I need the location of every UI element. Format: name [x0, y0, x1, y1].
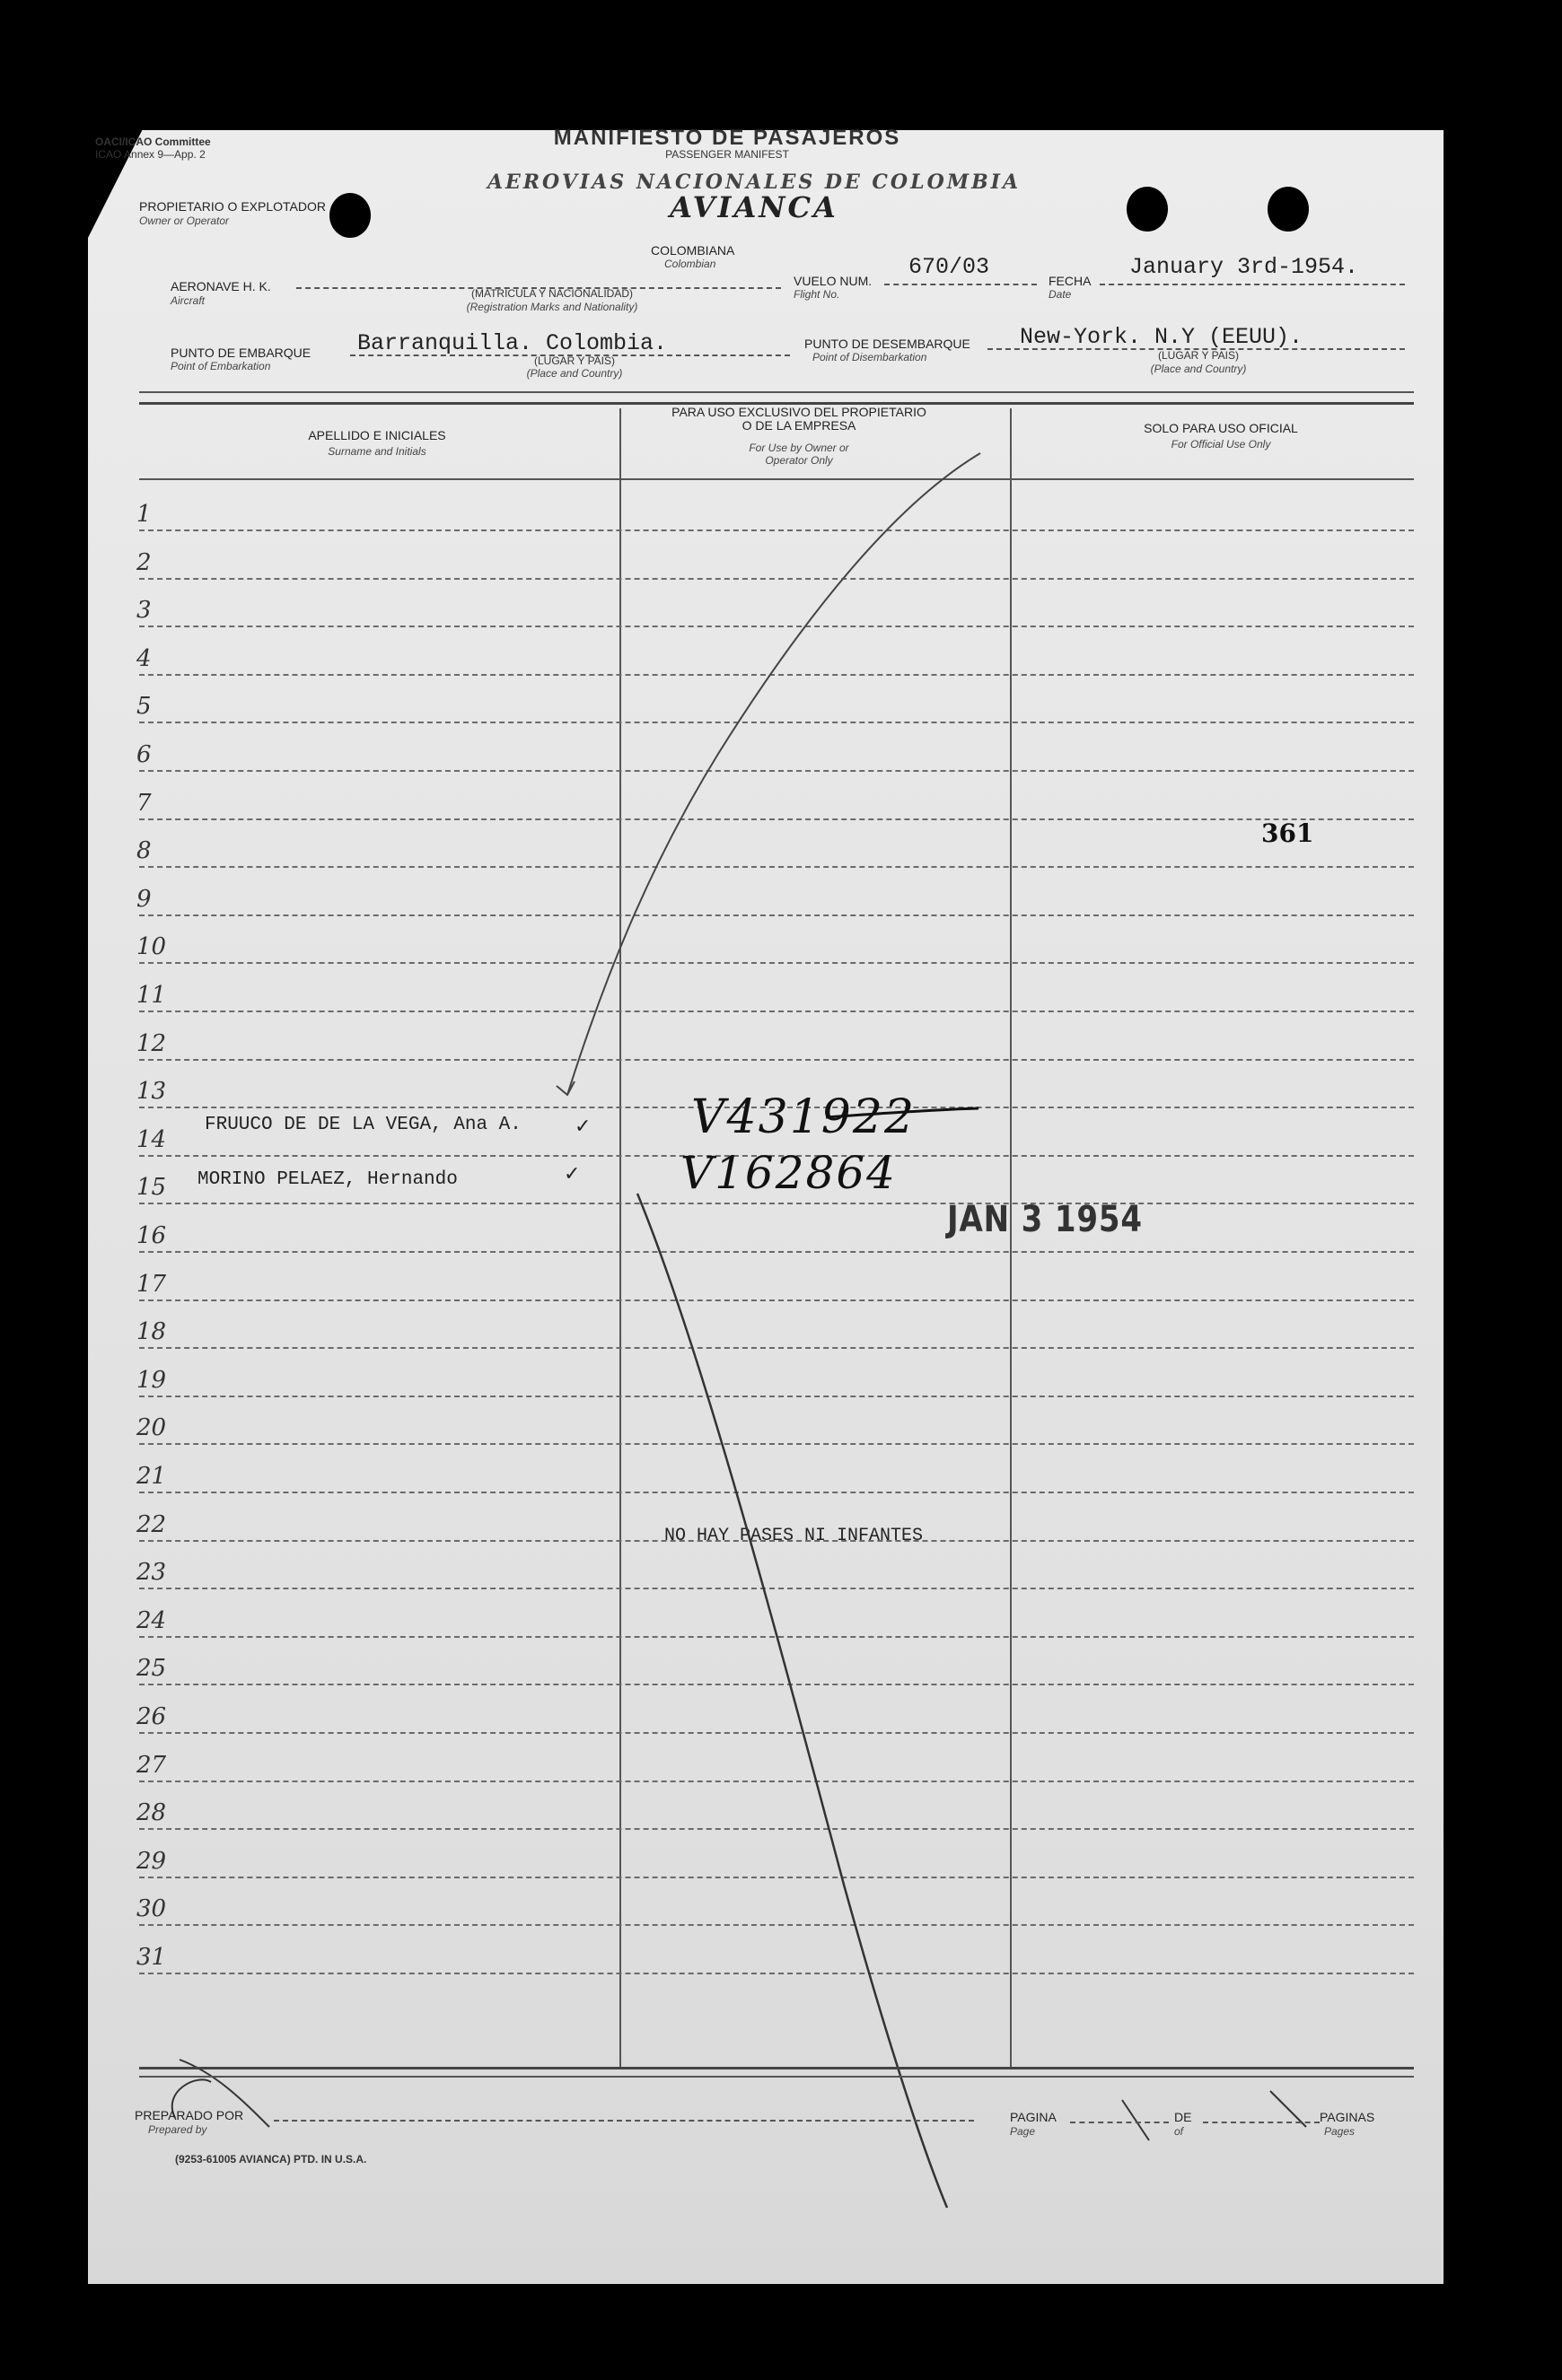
handwritten-code-13: V431922: [691, 1090, 917, 1144]
pages-label: PAGINAS: [1320, 2110, 1375, 2124]
disembarkation-sub-en: (Place and Country): [1150, 363, 1247, 375]
prepared-by-label: PREPARADO POR: [135, 2108, 244, 2122]
column-header-owner: PARA USO EXCLUSIVO DEL PROPIETARIO: [671, 405, 926, 419]
date-label-en: Date: [1049, 288, 1072, 301]
row-number: 27: [136, 1752, 167, 1779]
row-number: 21: [136, 1463, 167, 1490]
of-label: DE: [1174, 2110, 1192, 2124]
nationality-label-en: Colombian: [664, 258, 716, 270]
column-header-surname-en: Surname and Initials: [328, 445, 426, 458]
column-header-official-en: For Official Use Only: [1171, 438, 1271, 451]
column-header-owner-2: O DE LA EMPRESA: [742, 418, 856, 433]
pencil-line-lower: [637, 1194, 947, 2208]
passenger-name-14: MORINO PELAEZ, Hernando: [197, 1169, 458, 1190]
row-number: 26: [136, 1703, 167, 1730]
row-number: 5: [136, 693, 152, 720]
row-number: 1: [136, 501, 152, 528]
column-header-owner-en: For Use by Owner or: [749, 442, 849, 454]
airline-full-name: AEROVIAS NACIONALES DE COLOMBIA: [487, 171, 1022, 194]
date-stamp: JAN 3 1954: [947, 1199, 1143, 1240]
row-number: 12: [136, 1030, 167, 1057]
passenger-name-13: FRUUCO DE DE LA VEGA, Ana A.: [205, 1115, 522, 1135]
column-header-official: SOLO PARA USO OFICIAL: [1144, 421, 1298, 435]
printer-note: (9253-61005 AVIANCA) PTD. IN U.S.A.: [175, 2153, 367, 2166]
embarkation-sub-en: (Place and Country): [526, 367, 623, 380]
row-number: 10: [136, 933, 167, 960]
row-number: 17: [136, 1271, 167, 1298]
owner-label-en: Owner or Operator: [139, 214, 230, 227]
handwritten-underline-13: [826, 1108, 978, 1117]
row-number: 31: [136, 1944, 167, 1971]
column-header-owner-en-2: Operator Only: [765, 454, 833, 467]
row-number: 19: [136, 1367, 167, 1394]
column-header-surname: APELLIDO E INICIALES: [308, 428, 446, 442]
disembarkation-value: New-York. N.Y (EEUU).: [1020, 324, 1303, 350]
pencil-line-upper: [567, 453, 980, 1095]
flight-label-en: Flight No.: [794, 288, 840, 301]
form-annex: ICAO Annex 9—App. 2: [95, 148, 206, 161]
row-number: 29: [136, 1848, 167, 1875]
page-label-en: Page: [1010, 2125, 1036, 2138]
row-number: 28: [136, 1799, 167, 1826]
row-number: 11: [136, 982, 167, 1009]
embarkation-label: PUNTO DE EMBARQUE: [171, 346, 312, 360]
row-number: 14: [136, 1126, 167, 1153]
airline-logo: AVIANCA: [670, 190, 838, 224]
row-number: 16: [136, 1222, 167, 1249]
row-number: 24: [136, 1607, 167, 1634]
page-slash-1: [1122, 2100, 1149, 2140]
row-number: 7: [136, 790, 152, 817]
row-number: 13: [136, 1078, 167, 1105]
row-number: 3: [136, 597, 152, 624]
date-value: January 3rd-1954.: [1129, 254, 1359, 280]
handwritten-code-14: V162864: [680, 1147, 897, 1199]
embarkation-sub: (LUGAR Y PAIS): [533, 354, 616, 367]
official-number: 361: [1261, 818, 1314, 848]
row-number: 4: [136, 645, 152, 672]
registration-label: (MATRICULA Y NACIONALIDAD): [470, 287, 634, 300]
row-number: 18: [136, 1318, 167, 1345]
page-label: PAGINA: [1010, 2110, 1057, 2124]
no-passes-note: NO HAY PASES NI INFANTES: [664, 1526, 924, 1546]
disembarkation-sub: (LUGAR Y PAIS): [1157, 349, 1240, 362]
row-number: 9: [136, 886, 152, 913]
of-label-en: of: [1174, 2125, 1184, 2138]
nationality-label: COLOMBIANA: [651, 243, 735, 258]
check-mark-13: ✓: [575, 1115, 592, 1137]
row-number: 22: [136, 1511, 167, 1538]
embarkation-label-en: Point of Embarkation: [171, 360, 271, 372]
flight-label: VUELO NUM.: [794, 274, 873, 288]
row-number: 20: [136, 1414, 167, 1441]
pages-label-en: Pages: [1324, 2125, 1356, 2138]
owner-label: PROPIETARIO O EXPLOTADOR: [139, 199, 326, 214]
check-mark-14: ✓: [564, 1162, 581, 1185]
manifest-title: MANIFIESTO DE PASAJEROS: [553, 126, 901, 150]
embarkation-value: Barranquilla. Colombia.: [357, 330, 668, 356]
form-reference: OACI/ICAO Committee: [95, 136, 211, 148]
row-number: 8: [136, 837, 152, 864]
date-label: FECHA: [1049, 274, 1092, 288]
flight-number: 670/03: [908, 254, 990, 280]
row-number: 6: [136, 741, 152, 768]
aircraft-label-en: Aircraft: [171, 294, 206, 307]
row-number: 25: [136, 1655, 167, 1682]
prepared-by-label-en: Prepared by: [148, 2123, 207, 2136]
manifest-subtitle: PASSENGER MANIFEST: [665, 148, 789, 161]
row-number: 23: [136, 1559, 167, 1586]
registration-label-en: (Registration Marks and Nationality): [466, 301, 638, 313]
row-number: 30: [136, 1895, 167, 1922]
row-number: 15: [136, 1174, 167, 1201]
disembarkation-label: PUNTO DE DESEMBARQUE: [804, 337, 970, 351]
aircraft-label: AERONAVE H. K.: [171, 279, 271, 293]
row-number: 2: [136, 549, 152, 576]
disembarkation-label-en: Point of Disembarkation: [812, 351, 927, 363]
